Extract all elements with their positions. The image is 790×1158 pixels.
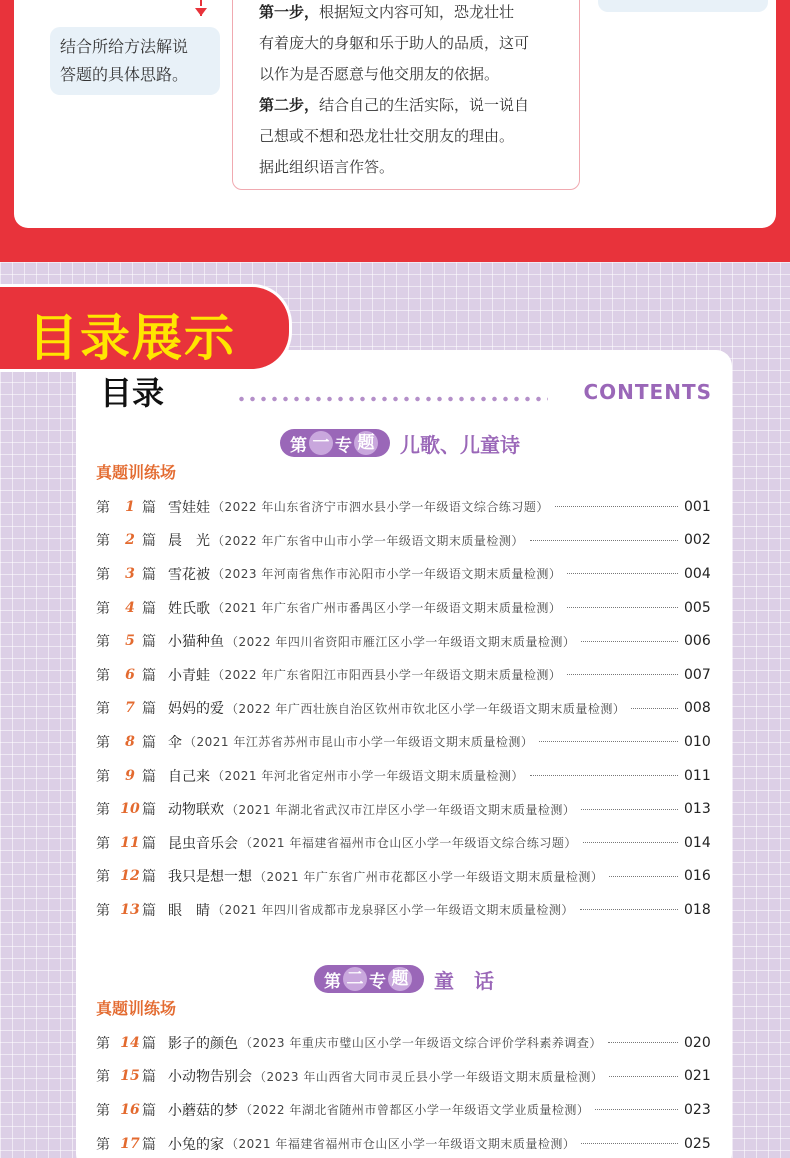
entry-prefix: 第: [96, 1035, 110, 1052]
toc-entry[interactable]: [96, 792, 710, 826]
section-tag-label: 目录展示: [28, 309, 236, 367]
answer-line: 有着庞大的身躯和乐于助人的品质，这可: [259, 34, 530, 52]
entry-page: 002: [684, 532, 711, 549]
entry-source: （2021 年广东省广州市花都区小学一年级语文期末质量检测）: [254, 869, 604, 884]
entry-prefix: 第: [96, 768, 110, 785]
entry-unit: 篇: [142, 734, 156, 751]
entry-number: 13: [120, 901, 140, 918]
entry-page: 014: [684, 834, 711, 851]
toc-card: [76, 350, 732, 1158]
entry-page: 011: [684, 767, 711, 784]
toc-entry[interactable]: [96, 1127, 710, 1158]
answer-line: 以作为是否愿意与他交朋友的依据。: [259, 65, 500, 83]
top-banner: [0, 0, 790, 262]
entry-number: 11: [120, 834, 140, 851]
entry-page: 008: [684, 700, 711, 717]
toc-entry-list: [96, 1026, 710, 1158]
toc-entry[interactable]: [96, 1093, 710, 1127]
tip-bubble: [50, 27, 220, 95]
entry-unit: 篇: [142, 1102, 156, 1119]
topic-pill: 第 一 专 题: [280, 429, 390, 457]
toc-entry[interactable]: [96, 1026, 710, 1060]
entry-number: 17: [120, 1135, 140, 1152]
entry-source: （2022 年广东省阳江市阳西县小学一年级语文期末质量检测）: [212, 668, 562, 683]
tip-line: 答题的具体思路。: [60, 65, 189, 84]
entry-prefix: 第: [96, 533, 110, 550]
entry-page: 016: [684, 868, 711, 885]
entry-title: 小兔的家: [168, 1136, 224, 1153]
answer-line: 己想或不想和恐龙壮壮交朋友的理由。: [259, 127, 515, 145]
entry-unit: 篇: [142, 869, 156, 886]
entry-number: 10: [120, 801, 140, 818]
entry-number: 12: [120, 868, 140, 885]
entry-prefix: 第: [96, 600, 110, 617]
dot-leader: [581, 809, 678, 810]
entry-source: （2023 年山西省大同市灵丘县小学一年级语文期末质量检测）: [254, 1069, 604, 1084]
dot-leader: [530, 775, 678, 776]
toc-entry[interactable]: [96, 591, 710, 625]
toc-entry[interactable]: [96, 624, 710, 658]
toc-entry[interactable]: [96, 826, 710, 860]
entry-prefix: 第: [96, 734, 110, 751]
entry-page: 023: [684, 1101, 711, 1118]
dot-leader: [631, 708, 678, 709]
entry-title: 动物联欢: [168, 802, 224, 819]
toc-entry[interactable]: [96, 557, 710, 591]
entry-unit: 篇: [142, 802, 156, 819]
dot-leader: [580, 909, 678, 910]
explanation-card: [14, 0, 776, 228]
entry-prefix: 第: [96, 1136, 110, 1153]
topic-header: [314, 964, 494, 994]
subsection-title: 真题训练场: [96, 463, 177, 482]
toc-entry[interactable]: [96, 490, 710, 524]
entry-title: 小青蛙: [168, 667, 210, 684]
entry-title: 小蘑菇的梦: [168, 1102, 238, 1119]
entry-unit: 篇: [142, 499, 156, 516]
entry-title: 昆虫音乐会: [168, 835, 238, 852]
entry-prefix: 第: [96, 634, 110, 651]
entry-number: 14: [120, 1034, 140, 1051]
entry-prefix: 第: [96, 902, 110, 919]
entry-page: 010: [684, 733, 711, 750]
dot-leader: [555, 506, 678, 507]
entry-page: 025: [684, 1135, 711, 1152]
entry-page: 005: [684, 599, 711, 616]
entry-prefix: 第: [96, 499, 110, 516]
entry-prefix: 第: [96, 566, 110, 583]
tip-line: 结合所给方法解说: [60, 37, 189, 56]
entry-source: （2021 年江苏省苏州市昆山市小学一年级语文期末质量检测）: [184, 735, 534, 750]
entry-title: 小猫种鱼: [168, 634, 224, 651]
entry-unit: 篇: [142, 1136, 156, 1153]
entry-number: 2: [125, 532, 135, 549]
entry-unit: 篇: [142, 533, 156, 550]
entry-page: 001: [684, 498, 711, 515]
entry-source: （2021 年河北省定州市小学一年级语文期末质量检测）: [212, 769, 524, 784]
entry-number: 7: [125, 700, 135, 717]
entry-number: 16: [120, 1101, 140, 1118]
entry-number: 1: [125, 498, 135, 515]
entry-unit: 篇: [142, 701, 156, 718]
entry-number: 4: [125, 599, 135, 616]
entry-page: 018: [684, 901, 711, 918]
entry-unit: 篇: [142, 634, 156, 651]
entry-title: 眼 睛: [168, 902, 210, 919]
entry-source: （2021 年广东省广州市番禺区小学一年级语文期末质量检测）: [212, 601, 562, 616]
entry-unit: 篇: [142, 1069, 156, 1086]
entry-source: （2021 年福建省福州市仓山区小学一年级语文期末质量检测）: [226, 1137, 576, 1152]
dot-leader: [567, 573, 678, 574]
entry-page: 013: [684, 801, 711, 818]
entry-source: （2021 年湖北省武汉市江岸区小学一年级语文期末质量检测）: [226, 802, 576, 817]
dot-leader: [583, 842, 678, 843]
entry-source: （2021 年福建省福州市仓山区小学一年级语文综合练习题）: [240, 836, 577, 851]
answer-line: 第二步，结合自己的生活实际，说一说自: [259, 96, 530, 114]
entry-number: 15: [120, 1068, 140, 1085]
dot-leader: [609, 876, 678, 877]
entry-unit: 篇: [142, 566, 156, 583]
entry-title: 自己来: [168, 768, 210, 785]
toc-entry[interactable]: [96, 1060, 710, 1094]
entry-unit: 篇: [142, 667, 156, 684]
entry-source: （2021 年四川省成都市龙泉驿区小学一年级语文期末质量检测）: [212, 903, 574, 918]
entry-page: 020: [684, 1034, 711, 1051]
dotted-divider: [236, 396, 548, 402]
dot-leader: [581, 1143, 678, 1144]
dot-leader: [567, 674, 678, 675]
entry-number: 9: [125, 767, 135, 784]
entry-number: 8: [125, 733, 135, 750]
entry-title: 雪娃娃: [168, 499, 210, 516]
answer-line: 据此组织语言作答。: [259, 158, 395, 176]
arrow-down-icon: [195, 8, 207, 16]
toc-entry[interactable]: [96, 524, 710, 558]
toc-entry[interactable]: [96, 860, 710, 894]
entry-title: 妈妈的爱: [168, 701, 224, 718]
answer-line: 第一步，根据短文内容可知，恐龙壮壮: [259, 3, 515, 21]
entry-title: 姓氏歌: [168, 600, 210, 617]
entry-page: 006: [684, 633, 711, 650]
side-note-bubble: [598, 0, 768, 12]
entry-unit: 篇: [142, 768, 156, 785]
dot-leader: [530, 540, 678, 541]
entry-unit: 篇: [142, 902, 156, 919]
topic-header: [280, 428, 520, 458]
dot-leader: [608, 1042, 678, 1043]
entry-number: 6: [125, 666, 135, 683]
entry-prefix: 第: [96, 1069, 110, 1086]
section-tag: [0, 284, 292, 372]
entry-page: 021: [684, 1068, 711, 1085]
entry-source: （2022 年湖北省随州市曾都区小学一年级语文学业质量检测）: [240, 1103, 590, 1118]
answer-box: [232, 0, 580, 190]
entry-unit: 篇: [142, 1035, 156, 1052]
dot-leader: [539, 741, 678, 742]
entry-source: （2022 年广东省中山市小学一年级语文期末质量检测）: [212, 533, 524, 548]
entry-title: 伞: [168, 734, 182, 751]
entry-page: 004: [684, 565, 711, 582]
entry-number: 5: [125, 633, 135, 650]
entry-prefix: 第: [96, 869, 110, 886]
entry-source: （2023 年河南省焦作市沁阳市小学一年级语文期末质量检测）: [212, 567, 562, 582]
dot-leader: [609, 1076, 678, 1077]
entry-page: 007: [684, 666, 711, 683]
entry-unit: 篇: [142, 835, 156, 852]
toc-entry[interactable]: [96, 759, 710, 793]
topic-pill: 第 二 专 题: [314, 965, 424, 993]
contents-label: CONTENTS: [583, 380, 712, 404]
entry-title: 小动物告别会: [168, 1069, 252, 1086]
entry-prefix: 第: [96, 1102, 110, 1119]
topic-name: 儿歌、儿童诗: [400, 432, 520, 457]
toc-entry[interactable]: [96, 692, 710, 726]
dot-leader: [567, 607, 678, 608]
toc-title: 目录: [100, 374, 165, 412]
entry-prefix: 第: [96, 667, 110, 684]
entry-title: 影子的颜色: [168, 1035, 238, 1052]
topic-name: 童 话: [434, 968, 494, 993]
entry-source: （2022 年山东省济宁市泗水县小学一年级语文综合练习题）: [212, 500, 549, 515]
subsection-title: 真题训练场: [96, 999, 177, 1018]
toc-entry[interactable]: [96, 658, 710, 692]
entry-unit: 篇: [142, 600, 156, 617]
toc-entry[interactable]: [96, 893, 710, 927]
entry-prefix: 第: [96, 835, 110, 852]
entry-source: （2023 年重庆市璧山区小学一年级语文综合评价学科素养调查）: [240, 1036, 602, 1051]
entry-title: 我只是想一想: [168, 869, 252, 886]
dot-leader: [595, 1109, 678, 1110]
toc-entry[interactable]: [96, 725, 710, 759]
entry-prefix: 第: [96, 701, 110, 718]
entry-title: 晨 光: [168, 533, 210, 550]
entry-source: （2022 年四川省资阳市雁江区小学一年级语文期末质量检测）: [226, 634, 576, 649]
entry-number: 3: [125, 565, 135, 582]
entry-prefix: 第: [96, 802, 110, 819]
dot-leader: [581, 641, 678, 642]
toc-entry-list: [96, 490, 710, 927]
entry-title: 雪花被: [168, 566, 210, 583]
entry-source: （2022 年广西壮族自治区钦州市钦北区小学一年级语文期末质量检测）: [226, 701, 626, 716]
